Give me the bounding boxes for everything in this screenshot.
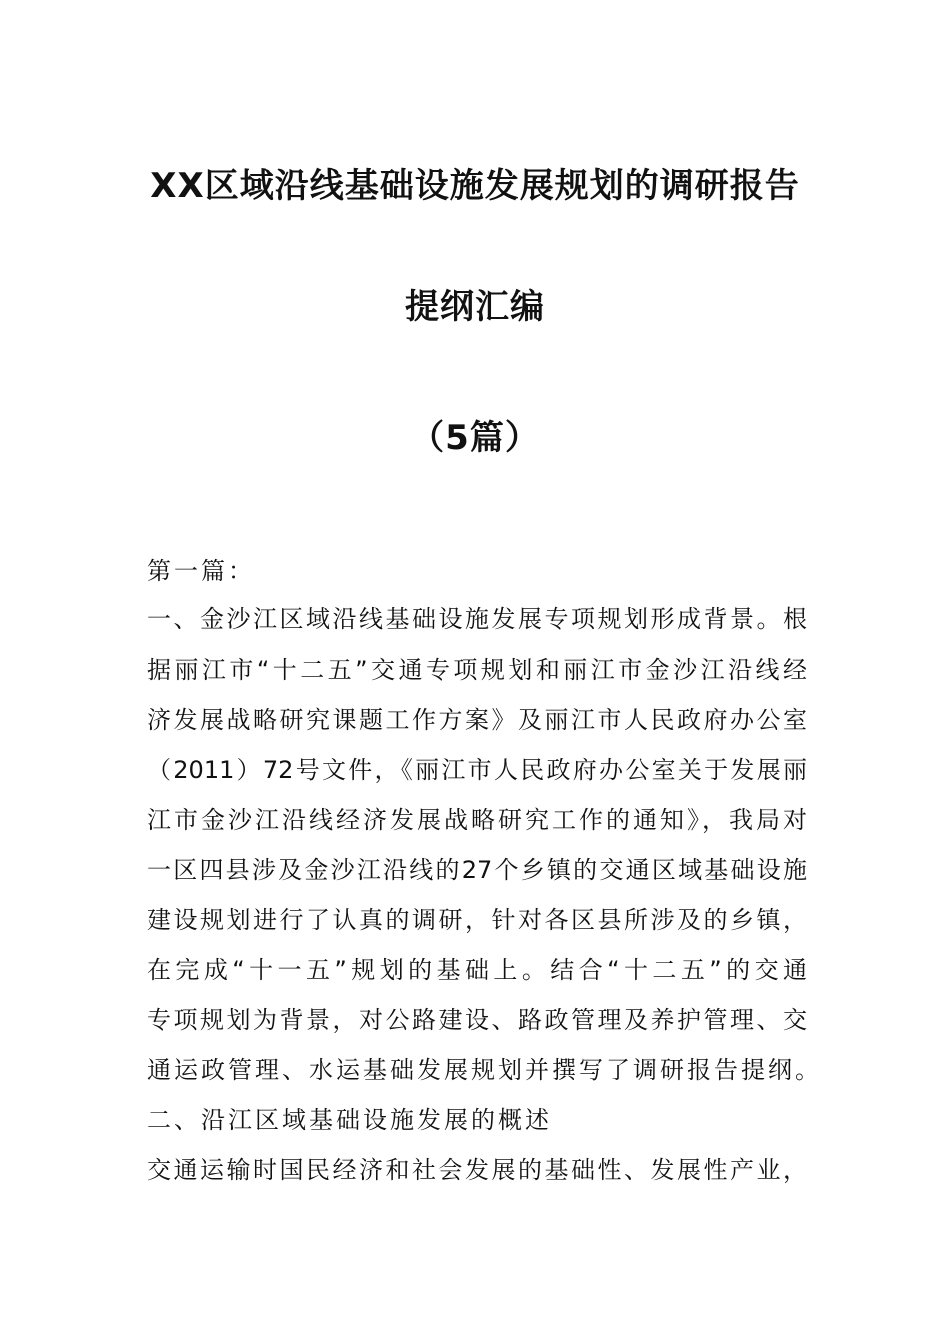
document-title-line-2: 提纲汇编: [405, 287, 545, 327]
section-heading-overview: 二、沿江区域基础设施发展的概述: [147, 1106, 552, 1134]
body-line: 建设规划进行了认真的调研，针对各区县所涉及的乡镇，: [147, 906, 807, 934]
section-heading-first-article: 第一篇：: [147, 557, 255, 585]
body-line: 据丽江市“十二五”交通专项规划和丽江市金沙江沿线经: [147, 656, 807, 684]
body-line: 江市金沙江沿线经济发展战略研究工作的通知》，我局对: [147, 806, 807, 834]
body-line: 在完成“十一五”规划的基础上。结合“十二五”的交通: [147, 956, 807, 984]
body-line: 一、金沙江区域沿线基础设施发展专项规划形成背景。根: [147, 605, 807, 633]
body-line: 一区四县涉及金沙江沿线的27个乡镇的交通区域基础设施: [147, 856, 807, 884]
body-line: 专项规划为背景，对公路建设、路政管理及养护管理、交: [147, 1006, 807, 1034]
document-title-line-3: （5篇）: [410, 418, 540, 458]
document-title-line-1: XX区域沿线基础设施发展规划的调研报告: [150, 166, 800, 206]
body-line: 济发展战略研究课题工作方案》及丽江市人民政府办公室: [147, 706, 807, 734]
body-line: 通运政管理、水运基础发展规划并撰写了调研报告提纲。: [147, 1056, 822, 1084]
body-line: 交通运输时国民经济和社会发展的基础性、发展性产业，: [147, 1156, 807, 1184]
body-line: （2011）72号文件，《丽江市人民政府办公室关于发展丽: [147, 756, 807, 784]
